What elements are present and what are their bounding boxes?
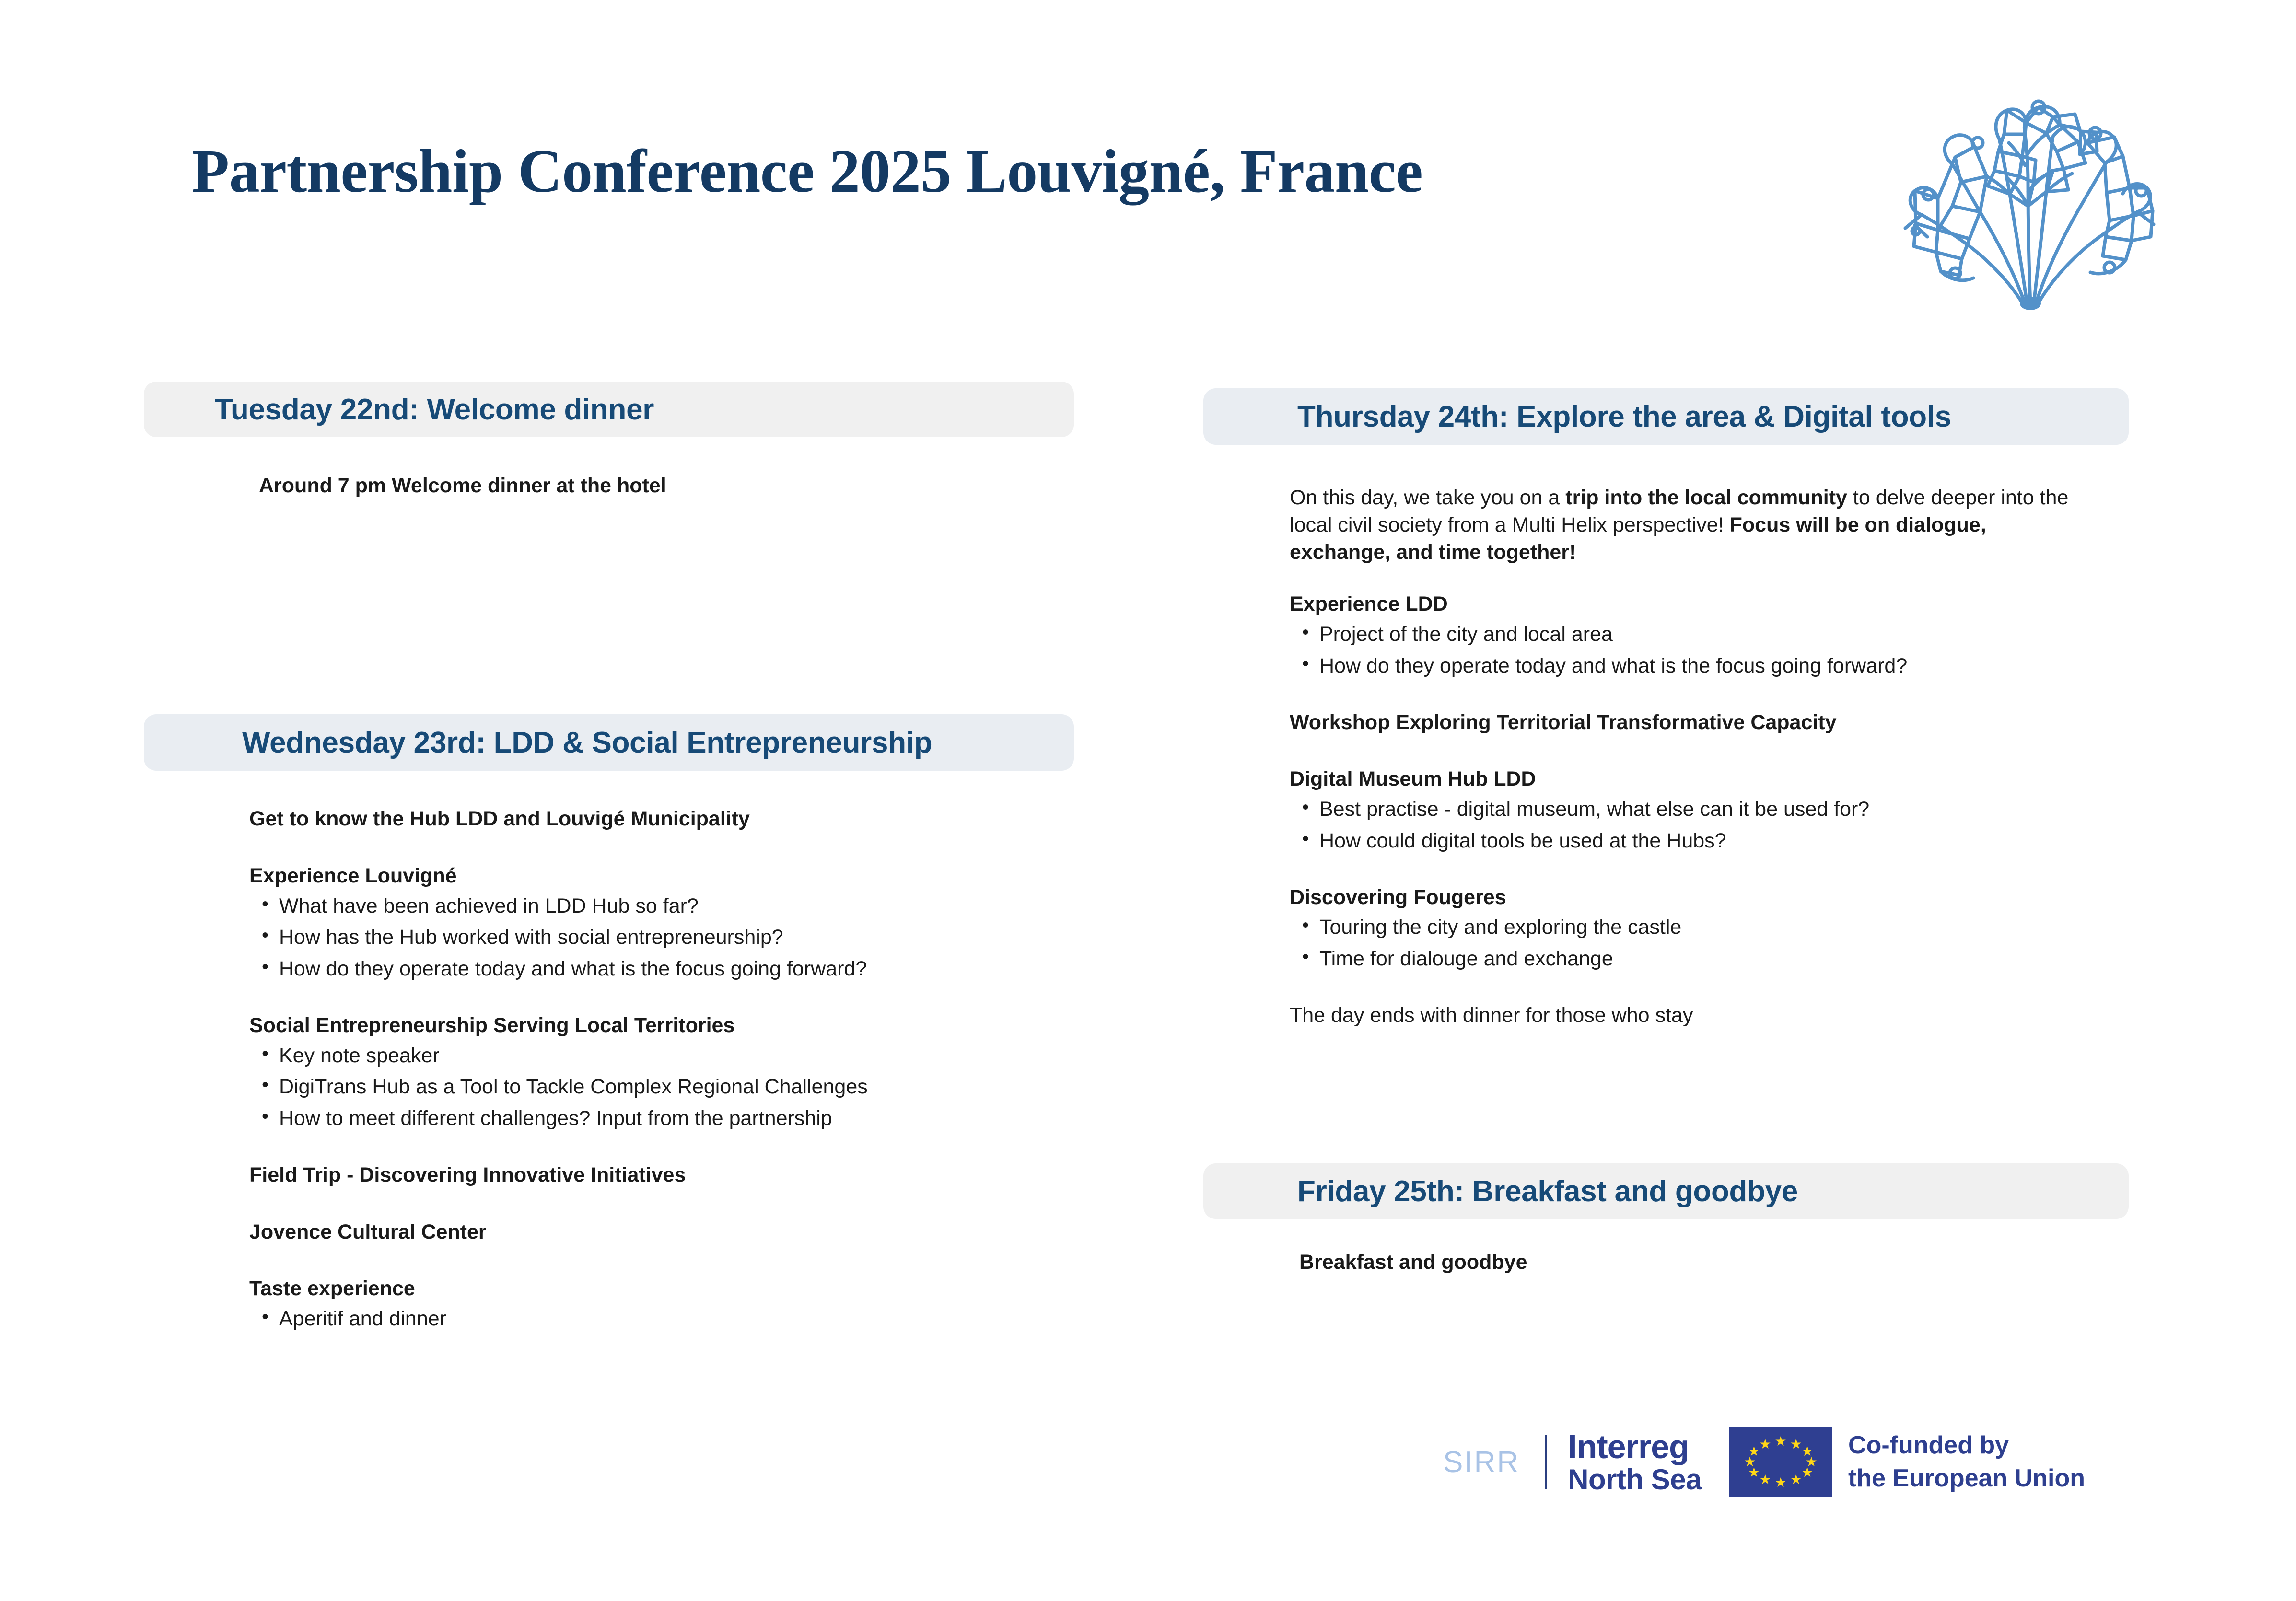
eu-star: ★ <box>1774 1475 1787 1490</box>
eu-star: ★ <box>1801 1444 1814 1459</box>
thursday-intro-bold: trip into the local community <box>1565 486 1847 509</box>
list-item: • What have been achieved in LDD Hub so far? <box>249 893 1093 920</box>
logo-divider <box>1545 1435 1547 1489</box>
right-column <box>1151 0 2296 1601</box>
thursday-intro-line2: deeper into the local civil society from a Multi Helix perspective! <box>1290 486 2069 536</box>
eu-cofunded-logo <box>1729 1427 2085 1497</box>
list-item: • How do they operate today and what is the focus going forward? <box>249 955 1093 983</box>
thursday-bullets-experience-ldd <box>1290 621 2086 680</box>
day-body-tuesday <box>259 472 1084 499</box>
interreg-logo-subtitle: North Sea <box>1568 1463 1702 1496</box>
wednesday-heading-jovence: Jovence Cultural Center <box>249 1220 487 1243</box>
interreg-logo <box>1568 1427 1702 1496</box>
thursday-intro-paragraph <box>1290 484 2086 566</box>
wednesday-heading-experience-louvigne: Experience Louvigné <box>249 864 457 887</box>
thursday-closing-note: The day ends with dinner for those who stay <box>1290 1003 1693 1027</box>
sirr-logo-text: SIRR <box>1443 1445 1520 1479</box>
day-banner-title-thursday: Thursday 24th: Explore the area & Digital tools <box>1297 400 1951 433</box>
thursday-heading-discovering-fougeres: Discovering Fougeres <box>1290 885 1506 909</box>
list-item: • Touring the city and exploring the castle <box>1290 914 2086 941</box>
list-item: • Best practise - digital museum, what else can it be used for? <box>1290 796 2086 823</box>
wednesday-bullets-taste-experience <box>249 1305 1093 1333</box>
list-item: • Time for dialouge and exchange <box>1290 945 2086 973</box>
thursday-bullets-discovering-fougeres <box>1290 914 2086 973</box>
eu-star: ★ <box>1801 1464 1814 1480</box>
wednesday-bullets-experience-louvigne <box>249 893 1093 983</box>
eu-star: ★ <box>1748 1444 1760 1459</box>
tuesday-lead: Around 7 pm Welcome dinner at the hotel <box>259 474 666 497</box>
eu-star: ★ <box>1759 1436 1772 1451</box>
eu-star: ★ <box>1744 1454 1756 1469</box>
eu-star: ★ <box>1774 1433 1787 1449</box>
footer-logo-bar <box>1443 1428 2085 1496</box>
eu-text-line2: the European Union <box>1848 1464 2086 1492</box>
day-body-friday <box>1299 1249 2095 1276</box>
thursday-intro-post: to delve <box>1847 486 1925 509</box>
thursday-intro-pre: On this day, we take you on a <box>1290 486 1566 509</box>
eu-star: ★ <box>1748 1464 1760 1480</box>
wednesday-heading-taste-experience: Taste experience <box>249 1277 415 1300</box>
eu-flag-icon <box>1729 1427 1832 1497</box>
day-banner-thursday <box>1203 388 2129 445</box>
wednesday-bullets-social-entrepreneurship <box>249 1042 1093 1132</box>
list-item: • Project of the city and local area <box>1290 621 2086 648</box>
wednesday-lead: Get to know the Hub LDD and Louvigé Municipality <box>249 807 750 830</box>
eu-star: ★ <box>1759 1472 1772 1487</box>
eu-cofunded-text <box>1848 1429 2085 1495</box>
thursday-heading-digital-museum: Digital Museum Hub LDD <box>1290 767 1536 791</box>
thursday-intro-focus: Focus will be on dialogue, exchange, and time together! <box>1290 513 1986 564</box>
eu-star: ★ <box>1805 1454 1818 1469</box>
day-body-wednesday <box>249 805 1093 1337</box>
list-item: • Key note speaker <box>249 1042 1093 1069</box>
page-title: Partnership Conference 2025 Louvigné, France <box>192 137 1423 205</box>
eu-star: ★ <box>1790 1472 1802 1487</box>
interreg-logo-word: Interreg Interreg <box>1568 1430 1702 1464</box>
eu-star: ★ <box>1790 1436 1802 1451</box>
thursday-heading-experience-ldd: Experience LDD <box>1290 592 1448 616</box>
wednesday-heading-social-entrepreneurship: Social Entrepreneurship Serving Local Territories <box>249 1013 735 1037</box>
day-body-thursday <box>1290 484 2086 1029</box>
day-banner-title-wednesday: Wednesday 23rd: LDD & Social Entrepreneurship <box>242 726 932 759</box>
list-item: • DigiTrans Hub as a Tool to Tackle Complex Regional Challenges <box>249 1073 1093 1101</box>
day-banner-wednesday <box>144 714 1074 771</box>
thursday-bullets-digital-museum <box>1290 796 2086 855</box>
list-item: • How to meet different challenges? Input from the partnership <box>249 1105 1093 1132</box>
friday-lead: Breakfast and goodbye <box>1299 1251 1527 1274</box>
wednesday-heading-field-trip: Field Trip - Discovering Innovative Initiatives <box>249 1163 686 1186</box>
list-item: • How could digital tools be used at the Hubs? <box>1290 827 2086 855</box>
list-item: • How has the Hub worked with social entrepreneurship? <box>249 924 1093 951</box>
eu-text-line1: Co-funded by <box>1848 1431 2009 1460</box>
list-item: • How do they operate today and what is the focus going forward? <box>1290 652 2086 680</box>
day-banner-title-tuesday: Tuesday 22nd: Welcome dinner <box>215 393 654 426</box>
day-banner-title-friday: Friday 25th: Breakfast and goodbye <box>1297 1174 1798 1208</box>
thursday-heading-workshop: Workshop Exploring Territorial Transformative Capacity <box>1290 710 1837 734</box>
day-banner-tuesday <box>144 382 1074 437</box>
day-banner-friday <box>1203 1163 2129 1219</box>
list-item: • Aperitif and dinner <box>249 1305 1093 1333</box>
